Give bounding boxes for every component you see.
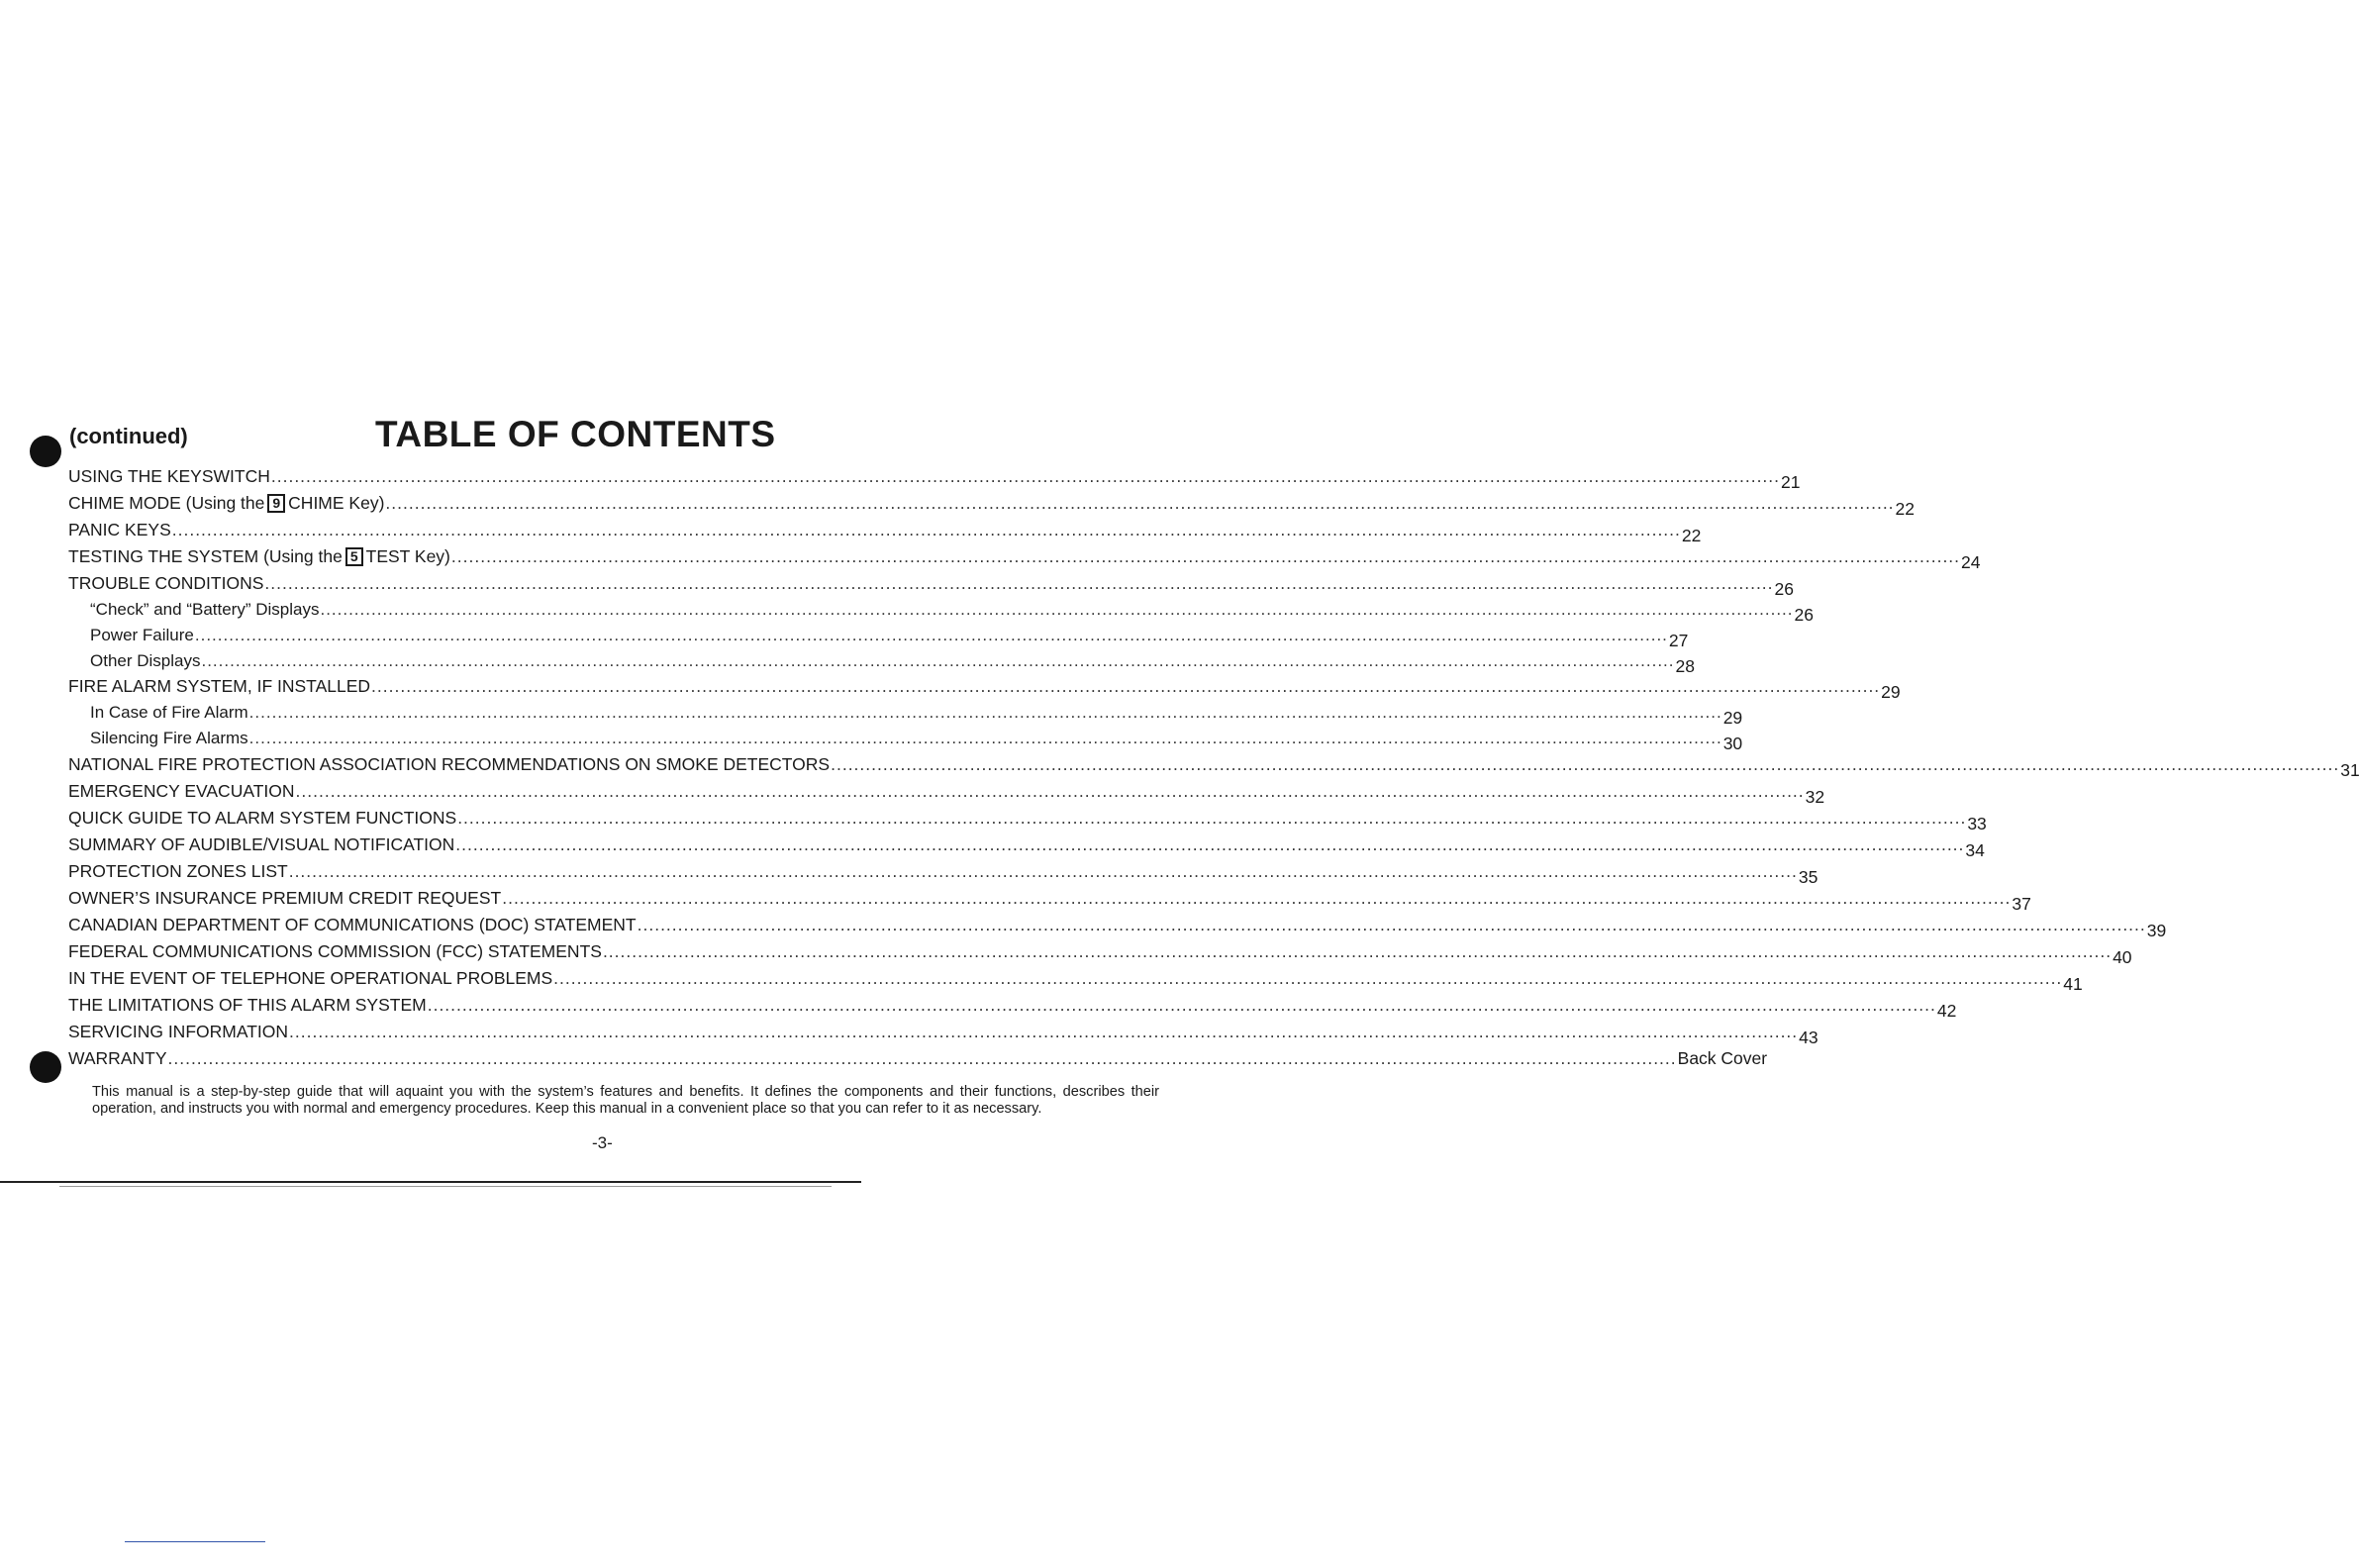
bottom-rule [0, 1181, 861, 1183]
toc-leader: .................................................................................................................................................................................................................................................................... [455, 833, 1965, 854]
bottom-rule-shadow [59, 1186, 832, 1187]
toc-entry-zones [68, 858, 1819, 887]
toc-page: 29 [1881, 682, 1901, 703]
toc-leader: .................................................................................................................................................................................................................................................................... [201, 650, 1675, 670]
toc-leader: .................................................................................................................................................................................................................................................................... [553, 967, 2063, 988]
toc-label: EMERGENCY EVACUATION [68, 780, 295, 801]
toc-leader: .................................................................................................................................................................................................................................................................... [171, 520, 1681, 539]
binder-hole-top [30, 436, 61, 467]
toc-entry-keyswitch [68, 463, 1801, 492]
toc-entry-quick-guide [68, 805, 1987, 833]
toc-entry-silencing [68, 726, 1743, 754]
toc-label: QUICK GUIDE TO ALARM SYSTEM FUNCTIONS [68, 807, 457, 828]
toc-page: 27 [1668, 630, 1689, 650]
binder-hole-bottom [30, 1051, 61, 1083]
toc-leader: .................................................................................................................................................................................................................................................................... [385, 493, 1895, 513]
toc-entry-servicing [68, 1019, 1819, 1047]
page-number: -3- [592, 1133, 613, 1152]
toc-page: 30 [1722, 734, 1743, 754]
toc-entry-case-of-fire [68, 700, 1743, 729]
toc-page: 40 [2113, 946, 2132, 967]
toc-page: 21 [1781, 472, 1801, 492]
toc-leader: .................................................................................................................................................................................................................................................................... [427, 994, 1936, 1015]
toc-entry-fire-alarm [68, 673, 1901, 703]
toc-leader: .................................................................................................................................................................................................................................................................... [502, 887, 2012, 908]
toc-leader: .................................................................................................................................................................................................................................................................... [831, 753, 2340, 774]
toc-leader: .................................................................................................................................................................................................................................................................... [248, 729, 1722, 748]
toc-page: 43 [1799, 1027, 1819, 1047]
toc-leader: .................................................................................................................................................................................................................................................................... [602, 940, 2113, 961]
test-key-icon: 5 [345, 547, 363, 566]
toc-entry-doc [68, 912, 2167, 940]
toc-leader: .................................................................................................................................................................................................................................................................... [450, 546, 1961, 566]
toc-entry-chime [68, 490, 1916, 519]
chime-key-icon: 9 [267, 494, 285, 513]
toc-label: NATIONAL FIRE PROTECTION ASSOCIATION RECOMMENDATIONS ON SMOKE DETECTORS [68, 753, 831, 774]
toc-label-before: TESTING THE SYSTEM (Using the [68, 546, 343, 566]
toc-leader: .................................................................................................................................................................................................................................................................... [270, 466, 1781, 486]
toc-leader: .................................................................................................................................................................................................................................................................... [194, 625, 1668, 644]
toc-entry-insurance [68, 885, 2031, 914]
toc-page: 32 [1805, 786, 1825, 807]
toc-label: THE LIMITATIONS OF THIS ALARM SYSTEM [68, 994, 427, 1015]
toc-page: 33 [1967, 813, 1987, 833]
toc-label: IN THE EVENT OF TELEPHONE OPERATIONAL PROBLEMS [68, 967, 553, 988]
toc-list [68, 463, 2360, 1072]
toc-page: 39 [2146, 920, 2167, 940]
toc-entry-check-battery [68, 597, 1814, 625]
toc-leader: .................................................................................................................................................................................................................................................................... [167, 1047, 1677, 1068]
toc-label: PANIC KEYS [68, 520, 171, 539]
toc-label: “Check” and “Battery” Displays [90, 600, 320, 619]
toc-label: In Case of Fire Alarm [90, 703, 248, 723]
toc-leader: .................................................................................................................................................................................................................................................................... [289, 1021, 1799, 1041]
toc-entry-summary [68, 832, 1985, 860]
toc-page: 26 [1794, 605, 1814, 625]
toc-label-after: CHIME Key) [288, 493, 385, 513]
toc-page: Back Cover [1677, 1047, 1768, 1068]
toc-page: 31 [2340, 759, 2360, 780]
toc-page: 26 [1774, 579, 1794, 599]
toc-page: 34 [1965, 839, 1985, 860]
toc-label: FIRE ALARM SYSTEM, IF INSTALLED [68, 676, 371, 697]
toc-page: 41 [2063, 973, 2083, 994]
toc-label: Silencing Fire Alarms [90, 729, 248, 748]
toc-entry-evacuation [68, 778, 1825, 807]
toc-label [68, 490, 384, 516]
toc-page: 42 [1936, 1000, 1957, 1021]
toc-entry-warranty [68, 1045, 1768, 1072]
toc-label: OWNER’S INSURANCE PREMIUM CREDIT REQUEST [68, 887, 502, 908]
toc-label [68, 543, 450, 569]
toc-leader: .................................................................................................................................................................................................................................................................... [371, 676, 1881, 697]
toc-entry-telephone [68, 965, 2083, 994]
scan-mark [125, 1541, 265, 1542]
toc-leader: .................................................................................................................................................................................................................................................................... [248, 703, 1722, 723]
toc-label: FEDERAL COMMUNICATIONS COMMISSION (FCC) STATEMENTS [68, 940, 602, 961]
toc-label: SUMMARY OF AUDIBLE/VISUAL NOTIFICATION [68, 833, 455, 854]
toc-label-after: TEST Key) [365, 546, 450, 566]
toc-page: 37 [2012, 893, 2031, 914]
toc-leader: .................................................................................................................................................................................................................................................................... [457, 807, 1967, 828]
intro-paragraph: This manual is a step-by-step guide that will aquaint you with the system’s features and benefits. It defines the components and their functions, describes their operation, and instructs you with normal and emergency procedures. Keep this manual in a convenient place so that you can refer to it as necessary. [92, 1084, 1159, 1117]
toc-entry-testing [68, 543, 1981, 572]
continued-label: (continued) [69, 424, 188, 448]
toc-label: Other Displays [90, 650, 201, 670]
toc-leader: .................................................................................................................................................................................................................................................................... [264, 573, 1774, 593]
toc-label: PROTECTION ZONES LIST [68, 860, 288, 881]
toc-leader: .................................................................................................................................................................................................................................................................... [288, 860, 1798, 881]
toc-page: 28 [1675, 655, 1695, 676]
toc-page: 29 [1722, 708, 1743, 729]
toc-page: 22 [1895, 499, 1916, 519]
toc-page: 24 [1961, 552, 1981, 572]
toc-leader: .................................................................................................................................................................................................................................................................... [320, 600, 1794, 619]
toc-label: CANADIAN DEPARTMENT OF COMMUNICATIONS (DOC) STATEMENT [68, 914, 637, 934]
toc-leader: .................................................................................................................................................................................................................................................................... [637, 914, 2146, 934]
toc-label: TROUBLE CONDITIONS [68, 573, 264, 593]
toc-entry-limitations [68, 992, 1957, 1021]
toc-entry-panic [68, 517, 1702, 545]
toc-label: WARRANTY [68, 1047, 167, 1068]
toc-entry-other-displays [68, 648, 1695, 676]
toc-label-before: CHIME MODE (Using the [68, 493, 265, 513]
toc-entry-nfpa [68, 751, 2360, 780]
toc-page: 35 [1798, 866, 1819, 887]
page-title: TABLE OF CONTENTS [375, 414, 776, 454]
toc-label: SERVICING INFORMATION [68, 1021, 289, 1041]
toc-page: 22 [1681, 526, 1702, 545]
toc-leader: .................................................................................................................................................................................................................................................................... [295, 780, 1805, 801]
toc-label: USING THE KEYSWITCH [68, 466, 270, 486]
toc-entry-power-failure [68, 623, 1689, 650]
toc-label: Power Failure [90, 625, 194, 644]
toc-entry-fcc [68, 938, 2132, 967]
toc-entry-trouble [68, 570, 1794, 599]
